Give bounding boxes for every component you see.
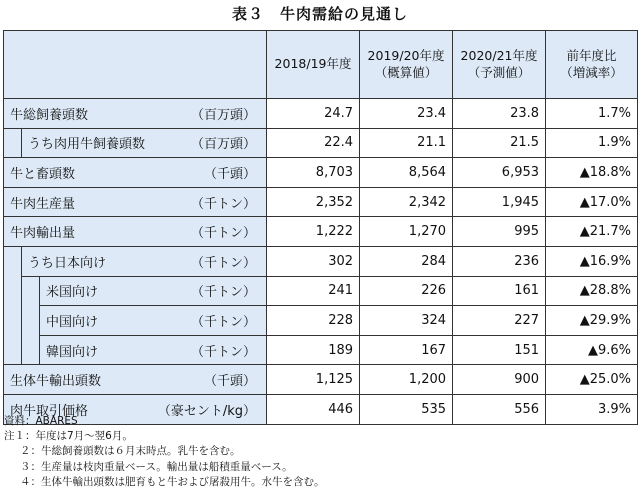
row-label-text: 中国向け	[46, 314, 99, 330]
row-label	[4, 99, 267, 129]
table-row	[4, 335, 638, 365]
value-cell: 227	[453, 306, 546, 336]
row-label	[40, 306, 267, 336]
row-label	[40, 335, 267, 365]
row-unit: （百万頭）	[191, 137, 257, 153]
row-label	[4, 158, 267, 188]
table-row	[4, 306, 638, 336]
value-cell: ▲29.9%	[546, 306, 638, 336]
value-cell: 8,564	[360, 158, 453, 188]
indent-cell	[4, 128, 22, 158]
value-cell: 24.7	[267, 99, 360, 129]
footnote-line: 注１：年度は7月～翌6月。	[4, 430, 133, 443]
value-cell: ▲21.7%	[546, 217, 638, 247]
beef-supply-table	[3, 30, 638, 425]
row-label-text: 牛肉生産量	[10, 196, 76, 212]
row-unit: （豪セント/kg）	[157, 403, 257, 419]
value-cell: 1.7%	[546, 99, 638, 129]
footnote-line: ４：生体牛輸出頭数は肥育もと牛および屠殺用牛。水牛を含む。	[20, 475, 325, 488]
table-row	[4, 246, 638, 276]
header-corner	[4, 31, 267, 99]
value-cell: 226	[360, 276, 453, 306]
value-cell: 1,945	[453, 187, 546, 217]
value-cell: 241	[267, 276, 360, 306]
indent-cell	[22, 306, 40, 336]
row-unit: （千トン）	[191, 255, 257, 271]
value-cell: 900	[453, 365, 546, 395]
value-cell: 2,352	[267, 187, 360, 217]
table-row	[4, 217, 638, 247]
value-cell: 1,222	[267, 217, 360, 247]
row-label	[22, 128, 267, 158]
row-label-text: うち肉用牛飼養頭数	[28, 137, 146, 153]
row-label	[22, 246, 267, 276]
value-cell: 556	[453, 394, 546, 424]
table-row	[4, 276, 638, 306]
table-row	[4, 99, 638, 129]
row-label-text: 牛と畜頭数	[10, 166, 76, 182]
column-header: 前年度比 （増減率）	[546, 31, 638, 99]
value-cell: ▲16.9%	[546, 246, 638, 276]
row-label-text: 牛総飼養頭数	[10, 107, 89, 123]
column-header: 2020/21年度 （予測値）	[453, 31, 546, 99]
row-unit: （千トン）	[191, 344, 257, 360]
footnote-line: 資料：ABARES	[4, 415, 78, 427]
column-header: 2018/19年度	[267, 31, 360, 99]
footnote-line: ３：生産量は枝肉重量ベース。輸出量は船積重量ベース。	[20, 460, 293, 473]
row-unit: （百万頭）	[191, 107, 257, 123]
row-label	[4, 187, 267, 217]
row-label-text: 生体牛輸出頭数	[10, 374, 102, 390]
value-cell: 2,342	[360, 187, 453, 217]
table-row	[4, 128, 638, 158]
row-label-text: 米国向け	[46, 285, 99, 301]
value-cell: 236	[453, 246, 546, 276]
value-cell: 284	[360, 246, 453, 276]
value-cell: ▲28.8%	[546, 276, 638, 306]
row-label	[4, 217, 267, 247]
row-unit: （千トン）	[191, 196, 257, 212]
value-cell: 302	[267, 246, 360, 276]
value-cell: 21.5	[453, 128, 546, 158]
table-row	[4, 365, 638, 395]
value-cell: ▲18.8%	[546, 158, 638, 188]
indent-cell	[4, 246, 22, 276]
indent-cell	[22, 276, 40, 306]
row-unit: （千トン）	[191, 226, 257, 242]
row-label-text: 牛肉輸出量	[10, 226, 76, 242]
value-cell: 1.9%	[546, 128, 638, 158]
value-cell: 535	[360, 394, 453, 424]
value-cell: 22.4	[267, 128, 360, 158]
table-row	[4, 187, 638, 217]
value-cell: 1,125	[267, 365, 360, 395]
value-cell: 324	[360, 306, 453, 336]
row-unit: （千トン）	[191, 314, 257, 330]
value-cell: 995	[453, 217, 546, 247]
row-label-text: 肉牛取引価格	[10, 403, 89, 419]
value-cell: 161	[453, 276, 546, 306]
row-label-text: うち日本向け	[28, 255, 107, 271]
value-cell: ▲25.0%	[546, 365, 638, 395]
value-cell: 1,200	[360, 365, 453, 395]
table-row	[4, 158, 638, 188]
value-cell: 189	[267, 335, 360, 365]
table-title: 表３ 牛肉需給の見通し	[231, 5, 408, 23]
value-cell: 21.1	[360, 128, 453, 158]
value-cell: ▲17.0%	[546, 187, 638, 217]
value-cell: 151	[453, 335, 546, 365]
row-label	[4, 365, 267, 395]
row-unit: （千トン）	[191, 285, 257, 301]
row-label	[40, 276, 267, 306]
row-unit: （千頭）	[204, 166, 257, 182]
footnotes	[4, 414, 325, 490]
indent-cell	[4, 276, 22, 306]
row-label-text: 韓国向け	[46, 344, 99, 360]
value-cell: 1,270	[360, 217, 453, 247]
value-cell: 8,703	[267, 158, 360, 188]
value-cell: 3.9%	[546, 394, 638, 424]
value-cell: 6,953	[453, 158, 546, 188]
value-cell: 446	[267, 394, 360, 424]
value-cell: ▲9.6%	[546, 335, 638, 365]
indent-cell	[22, 335, 40, 365]
header-row	[4, 31, 638, 99]
indent-cell	[4, 335, 22, 365]
footnote-line: ２：牛総飼養頭数は６月末時点。乳牛を含む。	[20, 445, 241, 458]
column-header: 2019/20年度 （概算値）	[360, 31, 453, 99]
value-cell: 23.4	[360, 99, 453, 129]
value-cell: 23.8	[453, 99, 546, 129]
indent-cell	[4, 306, 22, 336]
row-unit: （千頭）	[204, 374, 257, 390]
value-cell: 228	[267, 306, 360, 336]
value-cell: 167	[360, 335, 453, 365]
